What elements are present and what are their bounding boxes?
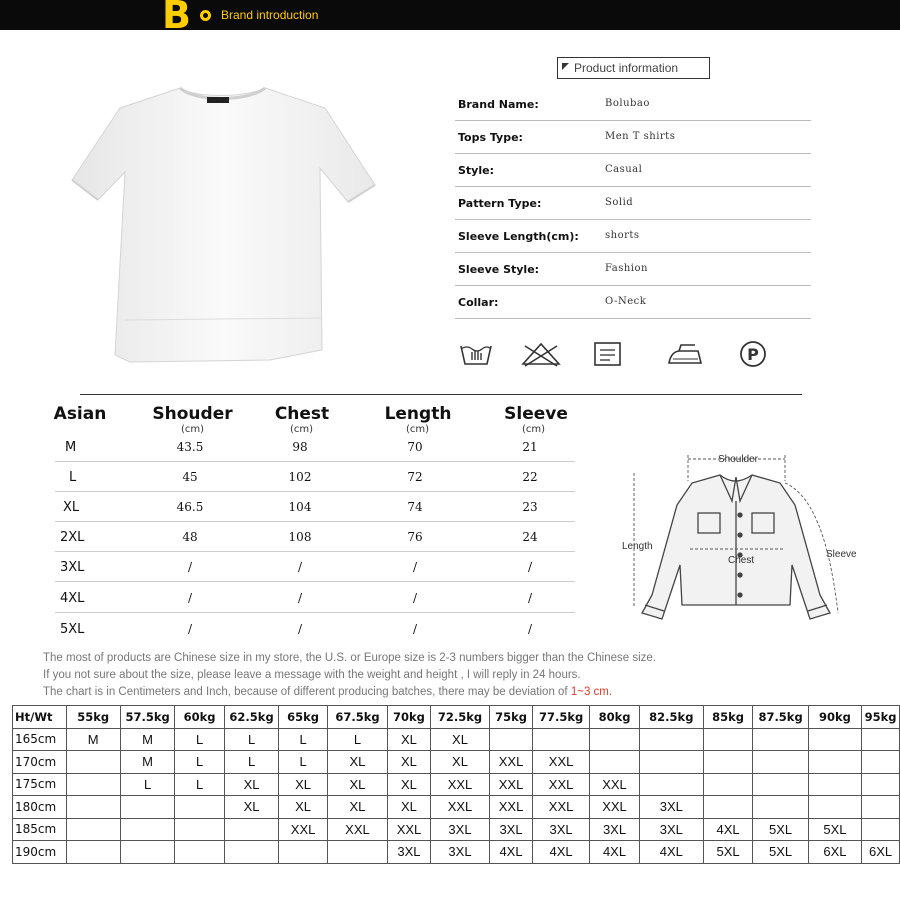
weight-header: 60kg: [175, 706, 224, 729]
size-cell: 46.5: [176, 500, 204, 514]
grid-cell: [175, 841, 224, 864]
size-cell: 45: [182, 470, 198, 484]
height-header: 170cm: [13, 751, 67, 774]
size-row: [55, 614, 575, 644]
grid-header-row: [13, 706, 900, 729]
grid-cell: XXL: [430, 773, 489, 796]
spec-label: Pattern Type:: [458, 197, 542, 210]
grid-cell: [753, 796, 809, 819]
size-cell: /: [297, 622, 303, 636]
height-header: 190cm: [13, 841, 67, 864]
grid-cell: [224, 841, 279, 864]
grid-cell: [703, 728, 752, 751]
size-cell: M: [65, 440, 77, 455]
size-cell: 43.5: [176, 440, 204, 454]
weight-header: 62.5kg: [224, 706, 279, 729]
size-header-shoulder: Shouder: [152, 404, 233, 424]
grid-cell: M: [66, 728, 120, 751]
size-cell: XL: [63, 500, 80, 515]
size-row: [55, 492, 575, 522]
grid-cell: [862, 751, 900, 774]
spec-row-style: [455, 154, 811, 187]
grid-row-170: [13, 751, 900, 774]
size-cell: 4XL: [60, 591, 85, 606]
measurement-diagram: [620, 445, 865, 630]
spec-label: Tops Type:: [458, 131, 523, 144]
spec-value: O-Neck: [605, 296, 647, 307]
size-cell: 21: [522, 440, 538, 454]
grid-cell: [66, 773, 120, 796]
size-cell: 108: [288, 530, 312, 544]
grid-cell: [703, 751, 752, 774]
weight-header: 55kg: [66, 706, 120, 729]
grid-cell: L: [279, 728, 327, 751]
grid-cell: [490, 728, 533, 751]
size-cell: 74: [407, 500, 423, 514]
size-cell: /: [187, 622, 193, 636]
size-note-1: The most of products are Chinese size in my store, the U.S. or Europe size is 2-3 numbers bigger than the Chinese size.: [43, 652, 656, 664]
corner-flag-icon: [562, 63, 569, 70]
grid-cell: [639, 751, 703, 774]
section-divider: [80, 394, 802, 395]
grid-cell: [120, 796, 175, 819]
diagram-label-length: Length: [622, 541, 653, 552]
size-cell: 3XL: [60, 560, 85, 575]
weight-header: 82.5kg: [639, 706, 703, 729]
grid-cell: L: [224, 751, 279, 774]
weight-header: 77.5kg: [532, 706, 590, 729]
size-row: [55, 432, 575, 462]
grid-cell: L: [175, 728, 224, 751]
grid-cell: XL: [388, 728, 431, 751]
grid-cell: 3XL: [490, 818, 533, 841]
grid-cell: 5XL: [753, 818, 809, 841]
grid-cell: [862, 818, 900, 841]
spec-value: Casual: [605, 164, 643, 175]
spec-label: Sleeve Style:: [458, 263, 540, 276]
size-header-asian: Asian: [53, 404, 107, 424]
size-cell: /: [297, 591, 303, 605]
grid-cell: 4XL: [590, 841, 639, 864]
weight-header: 67.5kg: [327, 706, 387, 729]
grid-cell: XXL: [490, 796, 533, 819]
grid-cell: XL: [224, 773, 279, 796]
product-info-title: Product information: [557, 57, 710, 79]
size-cell: 102: [288, 470, 312, 484]
size-header-sleeve: Sleeve: [504, 404, 568, 424]
weight-header: 57.5kg: [120, 706, 175, 729]
grid-row-165: [13, 728, 900, 751]
grid-cell: [753, 751, 809, 774]
spec-value: Bolubao: [605, 98, 650, 109]
grid-corner: Ht/Wt: [13, 706, 67, 729]
spec-value: shorts: [605, 230, 640, 241]
grid-cell: [224, 818, 279, 841]
size-header-length: Length: [384, 404, 452, 424]
grid-cell: XXL: [388, 818, 431, 841]
grid-cell: XXL: [327, 818, 387, 841]
spec-value: Solid: [605, 197, 634, 208]
grid-cell: L: [327, 728, 387, 751]
spec-row-pattern: [455, 187, 811, 220]
grid-cell: 3XL: [430, 841, 489, 864]
spec-row-sleeve-length: [455, 220, 811, 253]
spec-label: Collar:: [458, 296, 499, 309]
spec-label: Sleeve Length(cm):: [458, 230, 579, 243]
grid-cell: 4XL: [532, 841, 590, 864]
grid-cell: XL: [327, 773, 387, 796]
weight-header: 85kg: [703, 706, 752, 729]
grid-cell: L: [175, 751, 224, 774]
grid-cell: 3XL: [639, 796, 703, 819]
size-cell: /: [187, 560, 193, 574]
weight-header: 90kg: [808, 706, 861, 729]
grid-cell: [808, 796, 861, 819]
height-header: 180cm: [13, 796, 67, 819]
grid-cell: L: [279, 751, 327, 774]
section-title: Brand introduction: [221, 8, 319, 22]
grid-cell: XXL: [532, 773, 590, 796]
height-header: 165cm: [13, 728, 67, 751]
size-cell: 98: [292, 440, 308, 454]
size-cell: /: [527, 622, 533, 636]
grid-cell: 6XL: [862, 841, 900, 864]
grid-cell: XL: [327, 751, 387, 774]
grid-cell: L: [175, 773, 224, 796]
deviation-highlight: 1~3 cm.: [570, 686, 613, 698]
hand-wash-icon: [458, 340, 494, 368]
grid-cell: [532, 728, 590, 751]
size-cell: L: [69, 470, 77, 485]
grid-cell: [66, 841, 120, 864]
grid-cell: XXL: [279, 818, 327, 841]
grid-cell: XL: [388, 796, 431, 819]
bullet-circle-icon: [200, 10, 211, 21]
tumble-dry-icon: [592, 340, 624, 368]
weight-header: 95kg: [862, 706, 900, 729]
grid-cell: 3XL: [430, 818, 489, 841]
grid-cell: 4XL: [639, 841, 703, 864]
spec-value: Fashion: [605, 263, 648, 274]
grid-cell: XL: [327, 796, 387, 819]
weight-header: 70kg: [388, 706, 431, 729]
grid-cell: XL: [388, 751, 431, 774]
grid-cell: [175, 796, 224, 819]
grid-cell: 3XL: [590, 818, 639, 841]
size-cell: 76: [407, 530, 423, 544]
size-cell: 48: [182, 530, 198, 544]
grid-cell: [66, 751, 120, 774]
grid-cell: 5XL: [703, 841, 752, 864]
size-cell: /: [412, 591, 418, 605]
grid-cell: XXL: [590, 796, 639, 819]
grid-cell: [120, 841, 175, 864]
grid-cell: XL: [279, 796, 327, 819]
grid-cell: [862, 773, 900, 796]
dry-clean-icon: [737, 340, 769, 368]
grid-cell: [862, 728, 900, 751]
height-header: 175cm: [13, 773, 67, 796]
diagram-label-shoulder: Shoulder: [717, 454, 759, 465]
grid-cell: [703, 773, 752, 796]
unit-label: (cm): [289, 424, 314, 435]
no-bleach-icon: [520, 340, 562, 368]
grid-cell: [66, 796, 120, 819]
grid-cell: [639, 773, 703, 796]
size-cell: 70: [407, 440, 423, 454]
spec-label: Brand Name:: [458, 98, 539, 111]
grid-cell: XXL: [490, 751, 533, 774]
size-header-chest: Chest: [274, 404, 330, 424]
size-row: [55, 583, 575, 613]
iron-icon: [665, 340, 705, 368]
size-cell: 2XL: [60, 530, 85, 545]
size-cell: 104: [288, 500, 312, 514]
grid-cell: [808, 728, 861, 751]
size-cell: 5XL: [60, 622, 85, 637]
unit-label: (cm): [521, 424, 546, 435]
diagram-label-chest: Chest: [728, 555, 755, 566]
grid-cell: 4XL: [490, 841, 533, 864]
size-note-2: If you not sure about the size, please leave a message with the weight and height , I will reply in 24 hours.: [43, 669, 581, 681]
grid-cell: 4XL: [703, 818, 752, 841]
grid-cell: [175, 818, 224, 841]
spec-label: Style:: [458, 164, 494, 177]
grid-cell: 3XL: [639, 818, 703, 841]
grid-cell: XXL: [532, 796, 590, 819]
grid-row-190: [13, 841, 900, 864]
brand-letter-logo: B: [162, 0, 191, 37]
size-cell: /: [527, 560, 533, 574]
grid-cell: [862, 796, 900, 819]
grid-cell: [327, 841, 387, 864]
grid-row-185: [13, 818, 900, 841]
grid-cell: M: [120, 751, 175, 774]
grid-cell: 5XL: [753, 841, 809, 864]
size-row: [55, 552, 575, 582]
grid-cell: [639, 728, 703, 751]
weight-header: 87.5kg: [753, 706, 809, 729]
grid-cell: 6XL: [808, 841, 861, 864]
unit-label: (cm): [180, 424, 205, 435]
weight-header: 80kg: [590, 706, 639, 729]
grid-cell: [590, 728, 639, 751]
grid-cell: XXL: [490, 773, 533, 796]
grid-cell: [66, 818, 120, 841]
spec-row-collar: [455, 286, 811, 319]
unit-label: (cm): [405, 424, 430, 435]
svg-text:P: P: [747, 345, 759, 364]
grid-row-180: [13, 796, 900, 819]
height-weight-grid: [12, 705, 900, 864]
size-cell: 72: [407, 470, 423, 484]
top-banner: [0, 0, 900, 37]
grid-cell: 3XL: [388, 841, 431, 864]
spec-row-tops-type: [455, 121, 811, 154]
grid-cell: [808, 751, 861, 774]
spec-row-sleeve-style: [455, 253, 811, 286]
grid-cell: [753, 728, 809, 751]
neck-label: [207, 97, 229, 103]
size-note-3: The chart is in Centimeters and Inch, because of different producing batches, there may be deviation of 1~3 cm.: [43, 686, 613, 698]
grid-cell: XL: [388, 773, 431, 796]
size-cell: /: [412, 560, 418, 574]
size-cell: /: [297, 560, 303, 574]
grid-cell: 3XL: [532, 818, 590, 841]
size-cell: /: [527, 591, 533, 605]
weight-header: 75kg: [490, 706, 533, 729]
grid-cell: [808, 773, 861, 796]
grid-cell: XL: [430, 751, 489, 774]
grid-cell: XXL: [590, 773, 639, 796]
size-cell: 22: [522, 470, 538, 484]
grid-cell: [120, 818, 175, 841]
grid-cell: [703, 796, 752, 819]
grid-cell: L: [224, 728, 279, 751]
grid-cell: L: [120, 773, 175, 796]
grid-row-175: [13, 773, 900, 796]
size-row: [55, 462, 575, 492]
grid-cell: [590, 751, 639, 774]
grid-cell: [753, 773, 809, 796]
height-header: 185cm: [13, 818, 67, 841]
spec-row-brand: [455, 88, 811, 121]
size-cell: 23: [522, 500, 538, 514]
size-row: [55, 522, 575, 552]
grid-cell: XL: [279, 773, 327, 796]
size-cell: /: [412, 622, 418, 636]
grid-cell: 5XL: [808, 818, 861, 841]
spec-value: Men T shirts: [605, 131, 676, 142]
weight-header: 65kg: [279, 706, 327, 729]
tshirt-product-image: [70, 80, 380, 370]
size-cell: 24: [522, 530, 538, 544]
grid-cell: M: [120, 728, 175, 751]
grid-cell: XL: [224, 796, 279, 819]
grid-cell: XXL: [532, 751, 590, 774]
diagram-label-sleeve: Sleeve: [826, 549, 857, 560]
grid-cell: XXL: [430, 796, 489, 819]
grid-cell: XL: [430, 728, 489, 751]
weight-header: 72.5kg: [430, 706, 489, 729]
grid-cell: [279, 841, 327, 864]
size-cell: /: [187, 591, 193, 605]
